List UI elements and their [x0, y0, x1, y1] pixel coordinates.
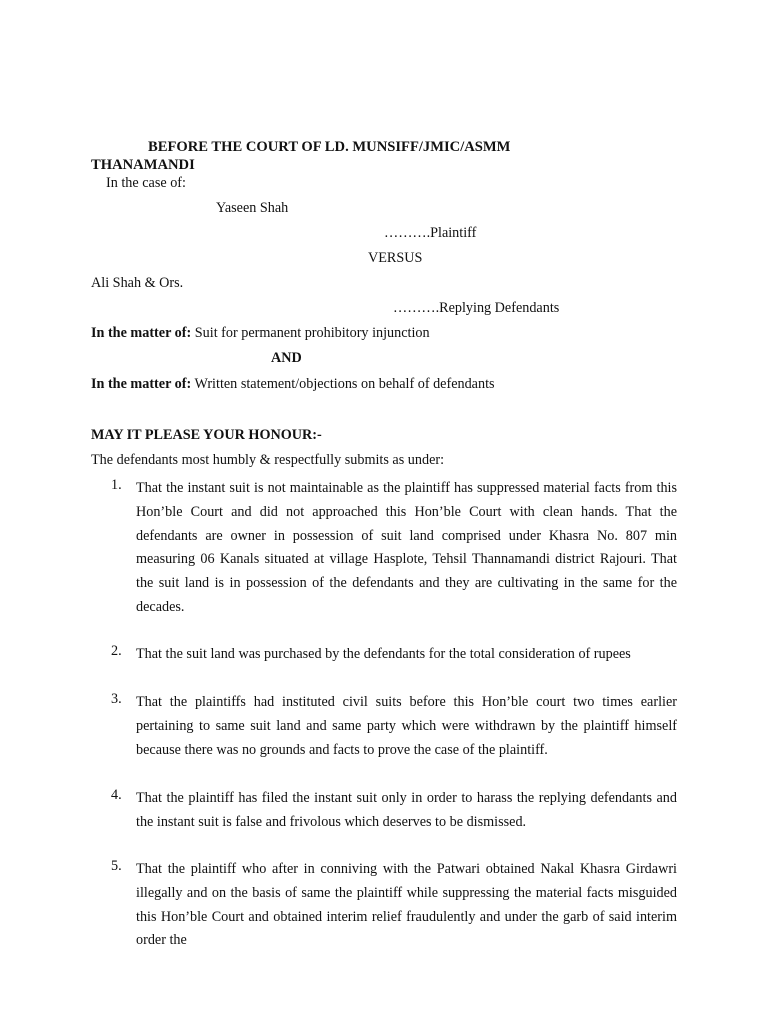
matter-text-2: Written statement/objections on behalf of defendants — [191, 376, 495, 392]
item-number: 3. — [111, 691, 122, 707]
list-item: That the plaintiff has filed the instant suit only in order to harass the replying defendants and the instant suit is false and frivolous which deserves to be dismissed. — [136, 790, 677, 830]
matter-line-1 — [91, 325, 430, 342]
matter-text-1: Suit for permanent prohibitory injunction — [191, 325, 430, 341]
in-case-of-label: In the case of: — [106, 175, 186, 191]
and-label: AND — [271, 350, 302, 366]
plaintiff-name: Yaseen Shah — [216, 200, 289, 216]
matter-label-2: In the matter of: — [91, 376, 192, 392]
defendant-role: ……….Replying Defendants — [393, 300, 560, 316]
item-number: 5. — [111, 858, 122, 874]
list-item: That the plaintiffs had instituted civil suits before this Hon’ble court two times earlier pertaining to same suit land and same party which were withdrawn by the plaintiff himself because there was no grounds and facts to prove the case of the plaintiff. — [136, 694, 677, 758]
court-heading-line2: THANAMANDI — [91, 157, 195, 173]
versus-label: VERSUS — [368, 250, 423, 266]
matter-label-1: In the matter of: — [91, 325, 192, 341]
item-number: 1. — [111, 477, 122, 493]
court-heading-line1: BEFORE THE COURT OF LD. MUNSIFF/JMIC/ASMM — [148, 139, 511, 155]
intro-statement: The defendants most humbly & respectfully submits as under: — [91, 452, 445, 468]
defendant-name: Ali Shah & Ors. — [91, 275, 184, 291]
plaintiff-role: ……….Plaintiff — [384, 225, 477, 241]
item-number: 2. — [111, 643, 122, 659]
matter-line-2 — [91, 376, 495, 393]
address-to-court: MAY IT PLEASE YOUR HONOUR:- — [91, 427, 322, 443]
list-item: That the plaintiff who after in conniving with the Patwari obtained Nakal Khasra Girdawri illegally and on the basis of same the plaintiff while suppressing the material facts misguided this Hon’ble Court and obtained interim relief fraudulently and under the garb of said interim order the — [136, 861, 677, 949]
item-number: 4. — [111, 787, 122, 803]
list-item: That the suit land was purchased by the defendants for the total consideration of rupees — [136, 646, 631, 662]
list-item: That the instant suit is not maintainable as the plaintiff has suppressed material facts from this Hon’ble Court and did not approached this Hon’ble Court with clean hands. That the defendants are owner in possession of suit land comprised under Khasra No. 807 min measuring 06 Kanals situated at village Hasplote, Tehsil Thannamandi district Rajouri. That the suit land is in possession of the defendants and they are cultivating in the same for the decades. — [136, 480, 677, 615]
